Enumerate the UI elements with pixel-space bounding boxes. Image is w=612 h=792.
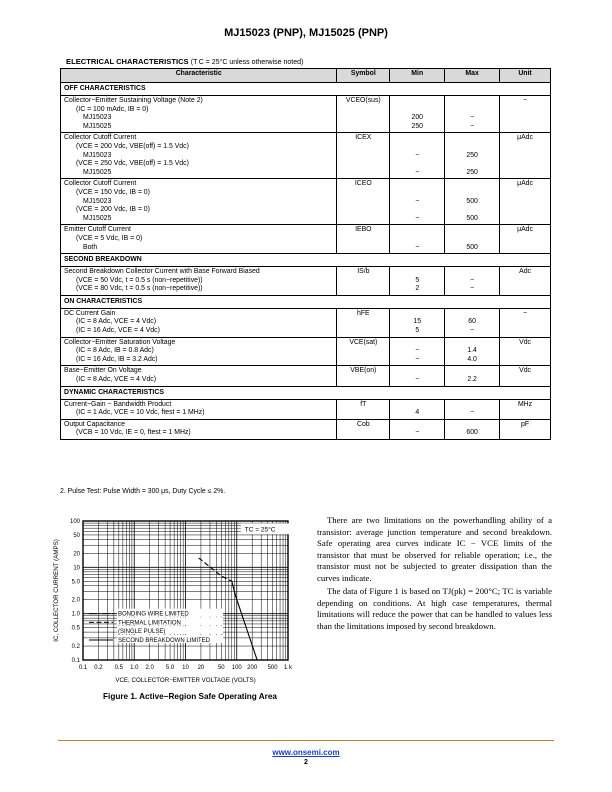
char-line: Collector−Emitter Sustaining Voltage (Note 2) [64, 97, 203, 104]
group-row-dynamic [61, 386, 551, 399]
x-tick-label: 1 k [283, 665, 293, 671]
symbol-cell: ICEO [337, 179, 390, 225]
x-tick-label: 50 [217, 665, 225, 671]
table-row [61, 225, 551, 254]
col-header-min: Min [390, 69, 445, 83]
char-cell [61, 419, 337, 439]
x-tick-label: 5.0 [165, 665, 175, 671]
char-cell [61, 399, 337, 419]
unit-cell: Vdc [500, 366, 551, 386]
section-title-text: ELECTRICAL CHARACTERISTICS [66, 57, 189, 66]
char-line: (IC = 8 Adc, VCE = 4 Vdc) [76, 318, 157, 326]
char-line: (VCE = 200 Vdc, VBE(off) = 1.5 Vdc) [76, 142, 189, 150]
max-cell [445, 225, 500, 254]
col-header-max: Max [445, 69, 500, 83]
char-line: (VCE = 150 Vdc, IB = 0) [76, 188, 150, 196]
legend-label: SECOND BREAKDOWN LIMITED [118, 638, 211, 645]
legend-label: BONDING WIRE LIMITED [118, 611, 189, 618]
char-line: (IC = 16 Adc, IB = 3.2 Adc) [76, 355, 158, 363]
y-tick-label: 50 [73, 532, 80, 539]
char-line: (VCE = 250 Vdc, VBE(off) = 1.5 Vdc) [76, 160, 189, 168]
min-value: − [415, 197, 420, 205]
min-value: 2 [415, 285, 420, 293]
footer-url-link[interactable]: www.onsemi.com [272, 748, 340, 757]
char-line: (IC = 16 Adc, VCE = 4 Vdc) [76, 327, 160, 335]
figure-caption: Figure 1. Active−Region Safe Operating Area [103, 692, 277, 701]
max-value: − [470, 409, 475, 417]
min-value: 15 [413, 318, 422, 326]
char-cell [61, 96, 337, 133]
x-tick-label: 10 [182, 665, 189, 671]
min-value: − [415, 168, 420, 176]
symbol-cell: VCEO(sus) [337, 96, 390, 133]
unit-cell: μAdc [500, 179, 551, 225]
min-value: 5 [415, 327, 420, 335]
group-row-second-breakdown [61, 254, 551, 267]
paragraph-1: There are two limitations on the powerhandling ability of a transistor: average junction temperature and second breakdown. Safe operating area curves indicate IC − VCE limits of the transistor that must be observed for reliable operation; i.e., the transistor must not be subjected to greater dissipation than the curves indicate. [317, 515, 552, 583]
y-tick-label: 100 [69, 519, 80, 525]
col-header-characteristic: Characteristic [61, 69, 337, 83]
symbol-cell: fT [337, 399, 390, 419]
char-cell [61, 308, 337, 337]
y-tick-label: 0.2 [71, 644, 80, 651]
footer-rule [58, 740, 554, 741]
electrical-characteristics-table [60, 68, 551, 440]
legend-label: (SINGLE PULSE) [118, 629, 166, 636]
soa-chart [40, 510, 310, 690]
char-line: (VCE = 5 Vdc, IB = 0) [76, 234, 143, 242]
symbol-cell: VBE(on) [337, 366, 390, 386]
unit-cell: Vdc [500, 337, 551, 366]
page-header-title: MJ15023 (PNP), MJ15025 (PNP) [224, 27, 388, 39]
char-line: Current−Gain − Bandwidth Product [64, 400, 172, 408]
tc-label: TC = 25°C [244, 526, 276, 534]
min-cell [390, 96, 445, 133]
char-line: (IC = 1 Adc, VCE = 10 Vdc, ftest = 1 MHz) [76, 409, 205, 417]
symbol-cell: ICEX [337, 133, 390, 179]
min-cell [390, 133, 445, 179]
x-tick-label: 0.5 [114, 665, 123, 671]
max-value: − [470, 327, 475, 335]
min-value: 200 [411, 114, 423, 122]
min-value: − [415, 347, 420, 355]
y-tick-label: 2.0 [71, 597, 80, 604]
table-header-row [61, 69, 551, 83]
char-line: MJ15025 [83, 168, 112, 176]
x-tick-label: 100 [231, 665, 242, 671]
max-value: 1.4 [467, 347, 477, 355]
y-tick-labels [70, 519, 81, 664]
symbol-cell: IEBO [337, 225, 390, 254]
y-tick-label: 1.0 [71, 611, 80, 618]
y-axis-label: IC, COLLECTOR CURRENT (AMPS) [53, 539, 60, 642]
unit-cell: − [500, 96, 551, 133]
x-tick-label: 1.0 [130, 665, 139, 671]
unit-cell: μAdc [500, 225, 551, 254]
char-line: MJ15023 [83, 151, 112, 159]
min-value: 250 [411, 122, 423, 130]
legend-label: THERMAL LIMITATION [118, 620, 181, 627]
max-value: − [470, 285, 475, 293]
y-tick-label: 0.1 [71, 658, 80, 664]
group-title-second-breakdown: SECOND BREAKDOWN [61, 254, 551, 267]
symbol-cell: VCE(sat) [337, 337, 390, 366]
max-value: 60 [468, 318, 476, 326]
min-value: − [415, 243, 420, 251]
paragraph-2: The data of Figure 1 is based on TJ(pk) = 200°C; TC is variable depending on conditions. At high case temperatures, thermal limitations will reduce the power that can be handled to values less than the limitations imposed by second breakdown. [317, 586, 552, 631]
page-number: 2 [304, 759, 308, 766]
y-tick-label: 0.5 [71, 625, 80, 632]
table-row [61, 179, 551, 225]
min-value: 4 [415, 409, 420, 417]
group-row-off [61, 83, 551, 96]
symbol-cell: IS/b [337, 267, 390, 296]
x-tick-label: 2.0 [145, 665, 154, 671]
x-tick-label: 0.2 [94, 665, 103, 671]
char-line: Collector Cutoff Current [64, 180, 137, 188]
x-tick-label: 0.1 [78, 665, 88, 671]
unit-cell: MHz [500, 399, 551, 419]
max-cell [445, 133, 500, 179]
tc-annotation [241, 523, 291, 534]
max-value: 500 [466, 243, 478, 251]
max-value: 600 [466, 429, 478, 437]
max-cell [445, 366, 500, 386]
char-cell [61, 366, 337, 386]
min-value: − [415, 429, 420, 437]
table-row [61, 337, 551, 366]
section-condition: (T C = 25°C unless otherwise noted) [190, 59, 304, 66]
y-tick-label: 5.0 [71, 579, 80, 586]
min-value: 5 [415, 276, 420, 284]
symbol-cell: Cob [337, 419, 390, 439]
min-value: − [415, 376, 420, 384]
min-value: − [415, 214, 420, 222]
min-cell [390, 267, 445, 296]
min-cell [390, 366, 445, 386]
max-value: 250 [466, 168, 478, 176]
char-line: MJ15023 [83, 197, 112, 205]
max-value: 500 [466, 214, 478, 222]
char-line: DC Current Gain [64, 309, 116, 317]
char-line: (VCE = 200 Vdc, IB = 0) [76, 206, 150, 214]
char-line: (IC = 100 mAdc, IB = 0) [76, 105, 149, 113]
x-tick-labels [79, 665, 293, 671]
x-axis-label: VCE, COLLECTOR−EMITTER VOLTAGE (VOLTS) [115, 677, 256, 684]
table-row [61, 308, 551, 337]
unit-cell: μAdc [500, 133, 551, 179]
footnote: 2. Pulse Test: Pulse Width = 300 μs, Duty Cycle ≤ 2%. [60, 488, 226, 495]
max-value: 2.2 [467, 376, 477, 384]
char-line: MJ15023 [83, 114, 112, 122]
table-row [61, 267, 551, 296]
max-cell [445, 267, 500, 296]
char-line: Both [83, 243, 98, 251]
group-title-off: OFF CHARACTERISTICS [61, 83, 551, 96]
max-value: 250 [466, 151, 478, 159]
y-tick-label: 20 [73, 551, 80, 558]
min-cell [390, 419, 445, 439]
char-cell [61, 337, 337, 366]
min-cell [390, 337, 445, 366]
char-line: (IC = 8 Adc, VCE = 4 Vdc) [76, 376, 157, 384]
group-row-on [61, 295, 551, 308]
char-line: (VCB = 10 Vdc, IE = 0, ftest = 1 MHz) [76, 429, 191, 437]
min-cell [390, 308, 445, 337]
char-cell [61, 133, 337, 179]
unit-cell: pF [500, 419, 551, 439]
char-line: Collector Cutoff Current [64, 134, 137, 142]
table-row [61, 399, 551, 419]
max-cell [445, 96, 500, 133]
y-tick-label: 10 [73, 565, 80, 572]
char-cell [61, 267, 337, 296]
max-value: − [470, 114, 475, 122]
min-value: − [415, 151, 420, 159]
table-row [61, 366, 551, 386]
char-line: MJ15025 [83, 214, 112, 222]
chart-legend [89, 609, 223, 644]
char-line: Output Capacitance [64, 420, 125, 428]
max-cell [445, 337, 500, 366]
section-title [66, 57, 303, 66]
char-cell [61, 179, 337, 225]
char-line: Collector−Emitter Saturation Voltage [64, 338, 176, 346]
table-row [61, 133, 551, 179]
char-line: Second Breakdown Collector Current with Base Forward Biased [64, 268, 260, 276]
max-value: 4.0 [467, 355, 477, 363]
char-cell [61, 225, 337, 254]
x-tick-label: 500 [267, 665, 278, 671]
min-cell [390, 225, 445, 254]
char-line: (IC = 8 Adc, IB = 0.8 Adc) [76, 347, 154, 355]
table-row [61, 96, 551, 133]
max-value: − [470, 122, 475, 130]
min-cell [390, 399, 445, 419]
min-cell [390, 179, 445, 225]
table-row [61, 419, 551, 439]
unit-cell: Adc [500, 267, 551, 296]
group-title-on: ON CHARACTERISTICS [61, 295, 551, 308]
x-tick-label: 20 [197, 665, 205, 671]
col-header-symbol: Symbol [337, 69, 390, 83]
char-line: MJ15025 [83, 122, 112, 130]
min-value: − [415, 355, 420, 363]
max-value: − [470, 276, 475, 284]
col-header-unit: Unit [500, 69, 551, 83]
max-cell [445, 308, 500, 337]
unit-cell: − [500, 308, 551, 337]
x-tick-label: 200 [247, 665, 258, 671]
max-cell [445, 419, 500, 439]
max-value: 500 [466, 197, 478, 205]
char-line: Emitter Cutoff Current [64, 226, 131, 234]
max-cell [445, 179, 500, 225]
char-line: (VCE = 80 Vdc, t = 0.5 s (non−repetitive)) [76, 285, 203, 293]
symbol-cell: hFE [337, 308, 390, 337]
group-title-dynamic: DYNAMIC CHARACTERISTICS [61, 386, 551, 399]
max-cell [445, 399, 500, 419]
char-line: Base−Emitter On Voltage [64, 367, 142, 375]
char-line: (VCE = 50 Vdc, t = 0.5 s (non−repetitive)) [76, 276, 203, 284]
